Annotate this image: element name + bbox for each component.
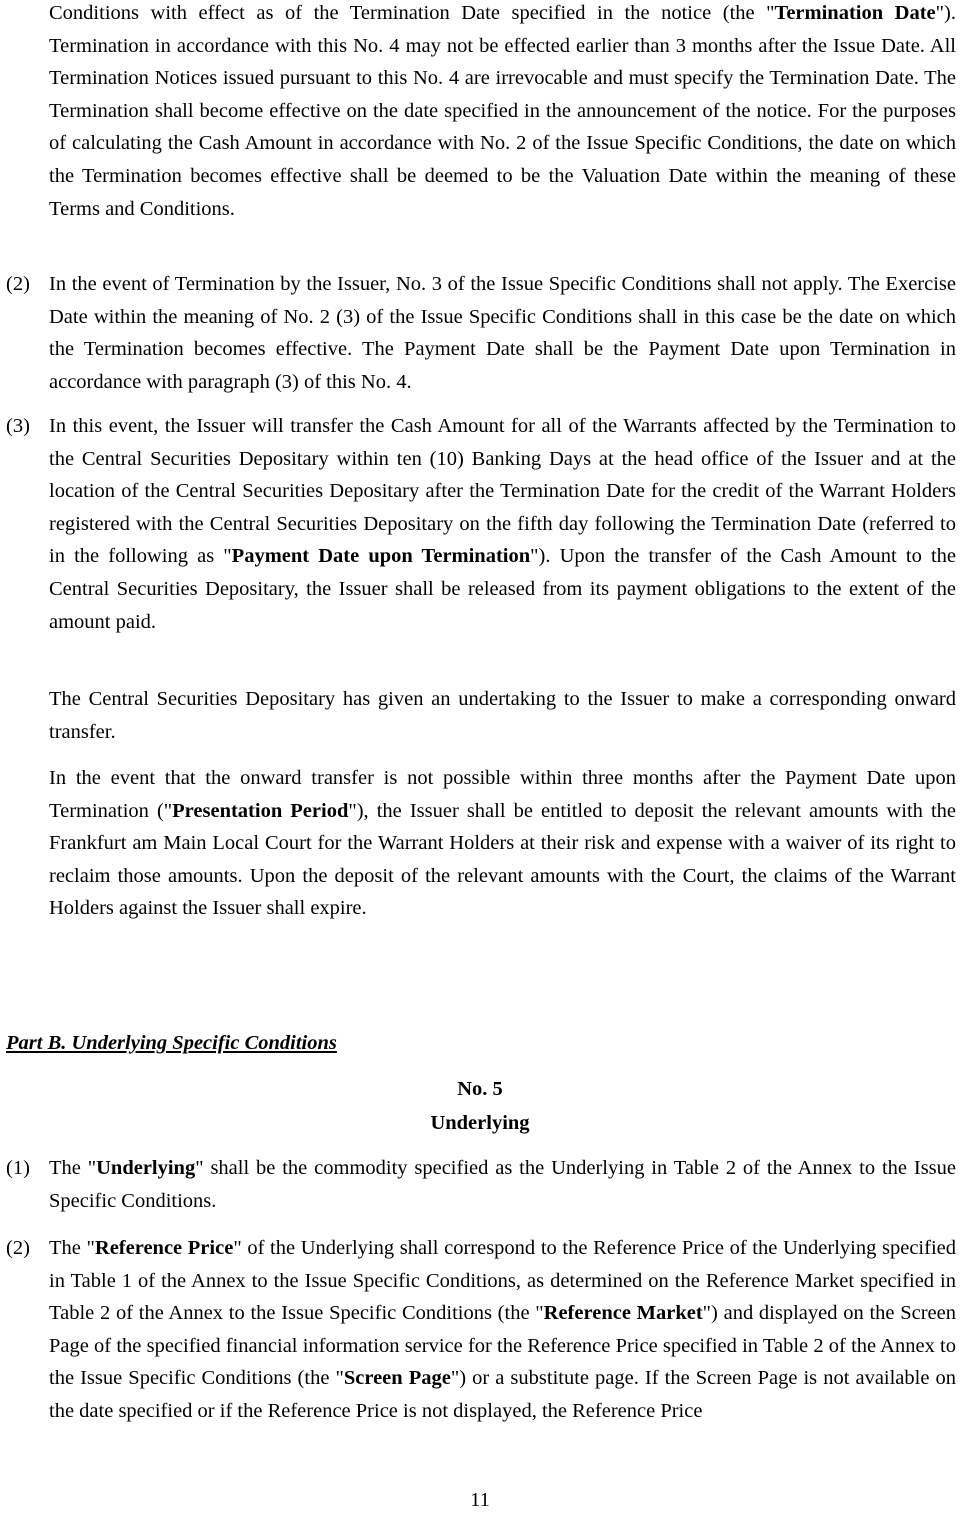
onward-transfer-paragraph: In the event that the onward transfer is not possible within three months after the Payment Date upon Termination ("Presentation Period"), the Issuer shall be entitled to deposit the relevant amounts with the Frankfurt am Main Local Court for the Warrant Holders at their risk and expense with a waiver of its right to reclaim those amounts. Upon the deposit of the relevant amounts with the Court, the claims of the Warrant Holders against the Issuer shall expire. — [49, 767, 956, 920]
defined-term-reference-price: Reference Price — [94, 1237, 234, 1259]
defined-term-underlying: Underlying — [96, 1157, 196, 1179]
clause-text: In the event of Termination by the Issuer, No. 3 of the Issue Specific Conditions shall not apply. The Exercise Date within the meaning of No. 2 (3) of the Issue Specific Conditions shall in this case be the date on which the Termination becomes effective. The Payment Date shall be the Payment Date upon Termination in accordance with paragraph (3) of this No. 4. — [49, 273, 956, 393]
defined-term-termination-date: Termination Date — [774, 2, 936, 24]
clause-text: The "Reference Price" of the Underlying shall correspond to the Reference Price of the Underlying specified in Table 1 of the Annex to the Issue Specific Conditions, as determined on the Reference Market specified in Table 2 of the Annex to the Issue Specific Conditions (the "Reference Market") and displayed on the Screen Page of the specified financial information service for the Reference Price specified in Table 2 of the Annex to the Issue Specific Conditions (the "Screen Page") or a substitute page. If the Screen Page is not available on the date specified or if the Reference Price is not displayed, the Reference Price — [49, 1237, 957, 1422]
termination-continuation-paragraph: Conditions with effect as of the Termination Date specified in the notice (the "Termination Date"). Termination in accordance with this No. 4 may not be effected earlier than 3 months after the Issue Date. All Termination Notices issued pursuant to this No. 4 are irrevocable and must specify the Termination Date. The Termination shall become effective on the date specified in the announcement of the notice. For the purposes of calculating the Cash Amount in accordance with No. 2 of the Issue Specific Conditions, the date on which the Termination becomes effective shall be deemed to be the Valuation Date within the meaning of these Terms and Conditions. — [49, 2, 956, 220]
section-number: No. 5 — [457, 1078, 503, 1100]
clause-text: In this event, the Issuer will transfer the Cash Amount for all of the Warrants affected by the Termination to the Central Securities Depositary within ten (10) Banking Days at the head office of the Issuer and at the location of the Central Securities Depositary after the Termination Date for the credit of the Warrant Holders registered with the Central Securities Depositary on the fifth day following the Termination Date (referred to in the following as "Payment Date upon Termination"). Upon the transfer of the Cash Amount to the Central Securities Depositary, the Issuer shall be released from its payment obligations to the extent of the amount paid. — [49, 415, 956, 633]
clause-number: (2) — [6, 273, 30, 295]
underlying-clause-2 — [6, 1232, 956, 1428]
clause-text: The "Underlying" shall be the commodity specified as the Underlying in Table 2 of the Annex to the Issue Specific Conditions. — [49, 1157, 956, 1212]
page-number: 11 — [470, 1489, 490, 1511]
defined-term-reference-market: Reference Market — [543, 1302, 703, 1325]
defined-term-screen-page: Screen Page — [343, 1367, 451, 1390]
clause-number: (3) — [6, 415, 30, 437]
defined-term-payment-date-upon-termination: Payment Date upon Termination — [231, 545, 531, 568]
clause-number: (2) — [6, 1237, 30, 1259]
underlying-clause-1 — [6, 1152, 956, 1217]
clause-2 — [6, 268, 956, 398]
undertaking-paragraph: The Central Securities Depositary has given an undertaking to the Issuer to make a corresponding onward transfer. — [49, 688, 956, 743]
part-b-heading: Part B. Underlying Specific Conditions — [6, 1032, 337, 1054]
section-title: Underlying — [430, 1112, 530, 1134]
clause-3 — [6, 410, 956, 638]
clause-number: (1) — [6, 1157, 30, 1179]
defined-term-presentation-period: Presentation Period — [172, 799, 349, 822]
